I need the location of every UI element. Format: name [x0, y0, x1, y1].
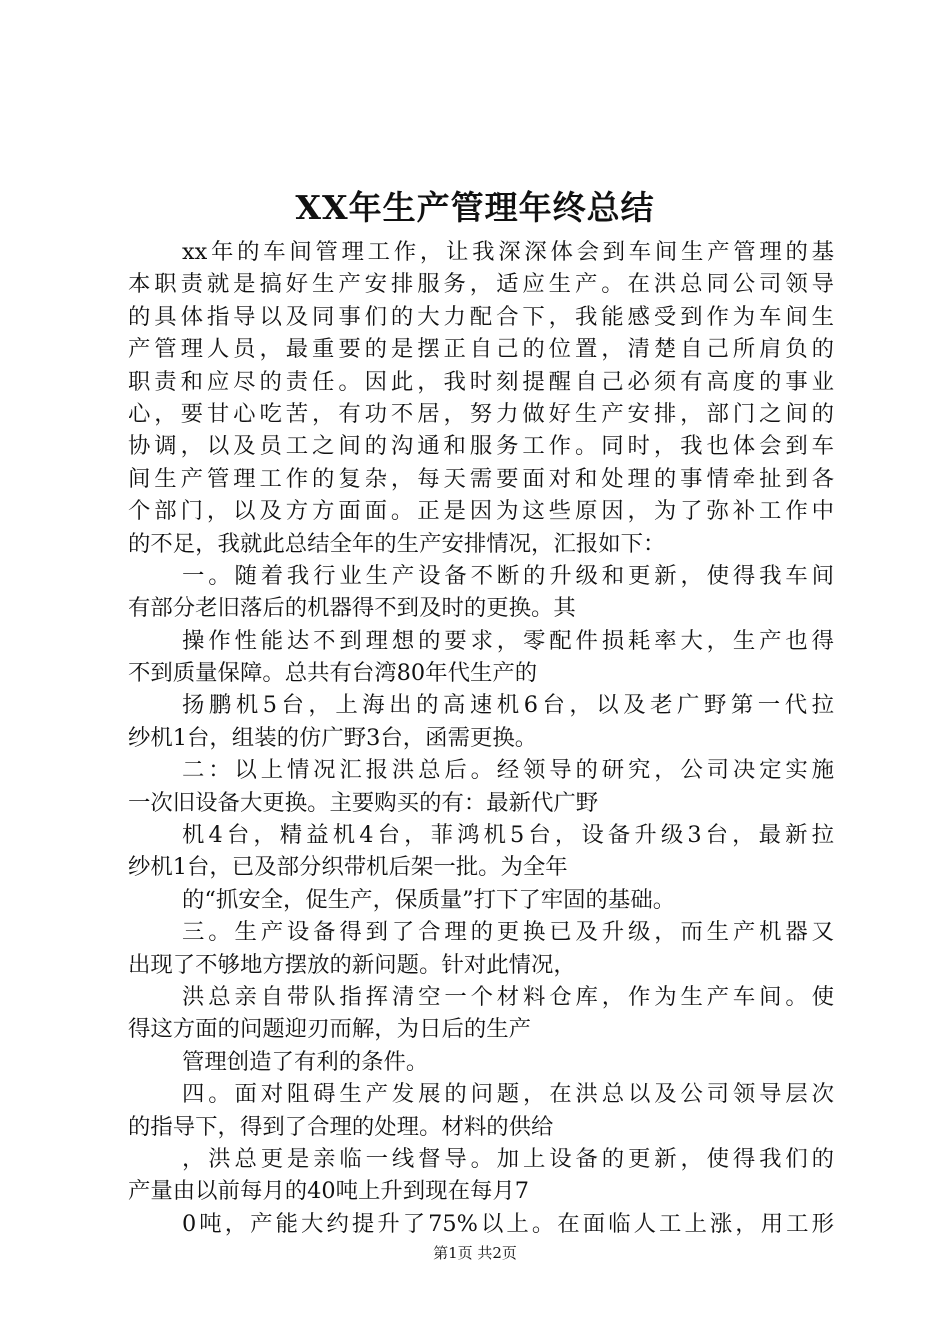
text-line: 心，要甘心吃苦，有功不居，努力做好生产安排，部门之间的 [128, 400, 834, 427]
text-line: 个部门，以及方方面面。正是因为这些原因，为了弥补工作中 [128, 498, 834, 525]
text-line: 的具体指导以及同事们的大力配合下，我能感受到作为车间生 [128, 303, 834, 330]
text-line: 的“抓安全，促生产，保质量”打下了牢固的基础。 [182, 886, 676, 913]
document-body [128, 236, 834, 1240]
text-line: xx年的车间管理工作，让我深深体会到车间生产管理的基 [182, 239, 834, 265]
text-line: 间生产管理工作的复杂，每天需要面对和处理的事情牵扯到各 [128, 465, 834, 492]
text-line: 三。生产设备得到了合理的更换已及升级，而生产机器又 [182, 919, 834, 946]
text-line: 二：以上情况汇报洪总后。经领导的研究，公司决定实施 [182, 757, 834, 784]
document-title: XX年生产管理年终总结 [295, 188, 655, 227]
text-line: 一次旧设备大更换。主要购买的有：最新代广野 [128, 789, 599, 816]
page-footer: 第1页 共2页 [433, 1244, 517, 1262]
text-line: 本职责就是搞好生产安排服务，适应生产。在洪总同公司领导 [128, 271, 834, 298]
text-line: 的不足，我就此总结全年的生产安排情况，汇报如下： [128, 530, 666, 557]
text-line: 产管理人员，最重要的是摆正自己的位置，清楚自己所肩负的 [128, 336, 834, 363]
text-line: 洪总亲自带队指挥清空一个材料仓库，作为生产车间。使 [182, 983, 834, 1010]
text-line: 的指导下，得到了合理的处理。材料的供给 [128, 1113, 554, 1140]
text-line: 协调，以及员工之间的沟通和服务工作。同时，我也体会到车 [128, 433, 834, 460]
text-line: 得这方面的问题迎刃而解，为日后的生产 [128, 1016, 532, 1043]
text-line: 一。随着我行业生产设备不断的升级和更新，使得我车间 [182, 562, 834, 589]
text-line: 产量由以前每月的40吨上升到现在每月7 [128, 1178, 529, 1205]
text-line: 机4台，精益机4台，菲鸿机5台，设备升级3台，最新拉 [182, 822, 834, 849]
text-line: ，洪总更是亲临一线督导。加上设备的更新，使得我们的 [182, 1145, 834, 1172]
text-line: 纱机1台，组装的仿广野3台，函需更换。 [128, 724, 538, 751]
text-line: 操作性能达不到理想的要求，零配件损耗率大，生产也得 [182, 627, 834, 654]
text-line: 四。面对阻碍生产发展的问题，在洪总以及公司领导层次 [182, 1081, 834, 1108]
text-line: 纱机1台，已及部分织带机后架一批。为全年 [128, 854, 568, 881]
text-line: 不到质量保障。总共有台湾80年代生产的 [128, 660, 538, 687]
text-line: 出现了不够地方摆放的新问题。针对此情况， [128, 951, 576, 978]
text-line: 0吨，产能大约提升了75%以上。在面临人工上涨，用工形 [182, 1210, 834, 1237]
text-line: 扬鹏机5台，上海出的高速机6台，以及老广野第一代拉 [182, 692, 834, 719]
text-line: 职责和应尽的责任。因此，我时刻提醒自己必须有高度的事业 [128, 368, 834, 395]
text-line: 有部分老旧落后的机器得不到及时的更换。其 [128, 595, 576, 622]
text-line: 管理创造了有利的条件。 [182, 1048, 429, 1075]
